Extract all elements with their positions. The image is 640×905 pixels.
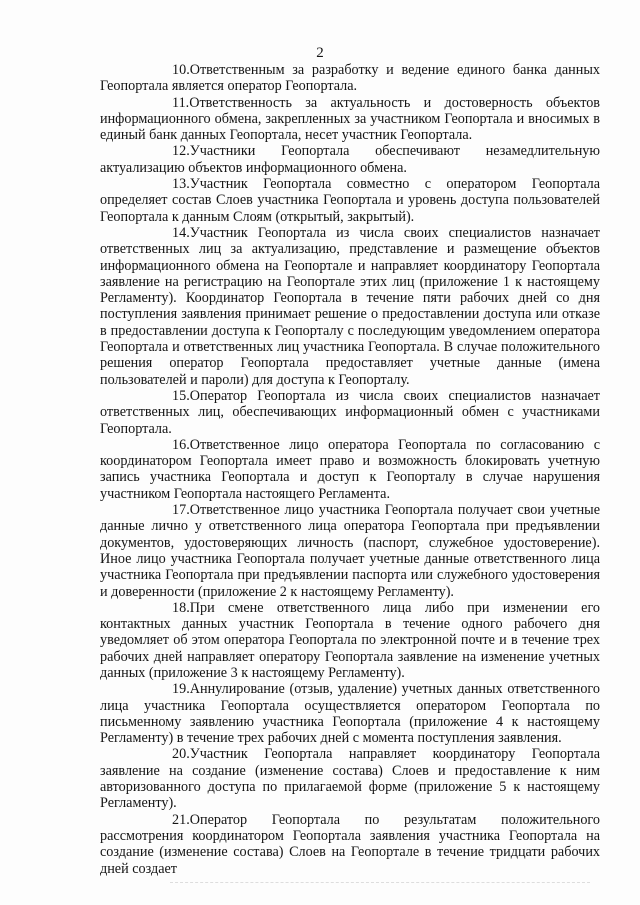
paragraph-text: При смене ответственного лица либо при изменении его контактных данных участник Геопортала в течение одного рабочего дня уведомляет об этом оператора Геопортала по электронной почте и в течение трех рабочих дней направляет оператору Геопортала заявление на изменение учетных данных (приложение 3 к настоящему Регламенту). <box>100 599 600 681</box>
paragraph-number: 20. <box>172 746 190 763</box>
paragraph-text: Участник Геопортала совместно с оператором Геопортала определяет состав Слоев участника Геопортала и уровень доступа пользователей Геопортала к данным Слоям (открытый, закрытый). <box>100 176 600 225</box>
paragraph-20 <box>100 746 600 811</box>
scan-artifact-line <box>170 882 590 884</box>
paragraph-text: Ответственность за актуальность и достоверность объектов информационного обмена, закрепленных за участником Геопортала и вносимых в единый банк данных Геопортала, несет участник Геопортала. <box>100 94 600 144</box>
paragraph-text: Оператор Геопортала по результатам положительного рассмотрения координатором Геопортала заявления участника Геопортала на создание (изменение состава) Слоев на Геопортале в течение тридцати рабочих дней создает <box>100 811 600 877</box>
paragraph-text: Оператор Геопортала из числа своих специалистов назначает ответственных лиц, обеспечивающих информационный обмен с участниками Геопортала. <box>100 387 600 437</box>
paragraph-number: 16. <box>172 436 190 453</box>
paragraph-10 <box>100 62 600 95</box>
paragraph-number: 12. <box>172 143 190 160</box>
paragraph-text: Участники Геопортала обеспечивают незамедлительную актуализацию объектов информационного обмена. <box>100 143 600 176</box>
paragraph-text: Ответственным за разработку и ведение единого банка данных Геопортала является оператор Геопортала. <box>100 62 600 95</box>
paragraph-number: 10. <box>172 62 190 78</box>
paragraph-text: Аннулирование (отзыв, удаление) учетных данных ответственного лица участника Геопортала осуществляется оператором Геопортала по письменному заявлению участника Геопортала (приложение 4 к настоящему Регламенту) в течение трех рабочих дней с момента поступления заявления. <box>100 681 600 747</box>
paragraph-12 <box>100 143 600 176</box>
paragraph-number: 21. <box>172 811 190 828</box>
paragraph-15 <box>100 388 600 437</box>
paragraph-21 <box>100 812 600 877</box>
paragraph-13 <box>100 176 600 225</box>
paragraph-text: Участник Геопортала из числа своих специалистов назначает ответственных лиц за актуализацию, представление и размещение объектов информационного обмена на Геопортале и направляет координатору Геопортала заявление на регистрацию на Геопортале этих лиц (приложение 1 к настоящему Регламенту). Координатор Геопортала в течение пяти рабочих дней со дня поступления заявления принимает решение о предоставлении доступа или отказе в предоставлении доступа к Геопорталу с последующим уведомлением оператора Геопортала и ответственных лиц участника Геопортала. В случае положительного решения оператор Геопортала предоставляет учетные данные (имена пользователей и пароли) для доступа к Геопорталу. <box>100 224 600 388</box>
paragraph-16 <box>100 437 600 502</box>
paragraph-11 <box>100 95 600 144</box>
paragraph-text: Ответственное лицо оператора Геопортала по согласованию с координатором Геопортала имеет право и возможность блокировать учетную запись участника Геопортала и доступ к Геопорталу в случае нарушения участником Геопортала настоящего Регламента. <box>100 436 600 502</box>
paragraph-14 <box>100 225 600 388</box>
paragraph-number: 15. <box>172 387 190 404</box>
document-body <box>100 62 600 877</box>
paragraph-text: Участник Геопортала направляет координатору Геопортала заявление на создание (изменение состава) Слоев и предоставление к ним авторизованного доступа по прилагаемой форме (приложение 5 к настоящему Регламенту). <box>100 746 600 812</box>
paragraph-number: 14. <box>172 224 190 241</box>
paragraph-17 <box>100 502 600 600</box>
paragraph-number: 13. <box>172 176 190 193</box>
paragraph-number: 19. <box>172 681 190 698</box>
paragraph-number: 11. <box>172 94 190 111</box>
paragraph-number: 18. <box>172 599 190 616</box>
paragraph-18 <box>100 600 600 681</box>
paragraph-text: Ответственное лицо участника Геопортала получает свои учетные данные лично у ответственного лица оператора Геопортала при предъявлении документов, удостоверяющих личность (паспорт, служебное удостоверение). Иное лицо участника Геопортала получает учетные данные ответственного лица участника Геопортала при предъявлении паспорта или служебного удостоверения и доверенности (приложение 2 к настоящему Регламенту). <box>100 502 600 600</box>
page-number: 2 <box>316 45 324 61</box>
paragraph-19 <box>100 681 600 746</box>
paragraph-number: 17. <box>172 502 190 519</box>
